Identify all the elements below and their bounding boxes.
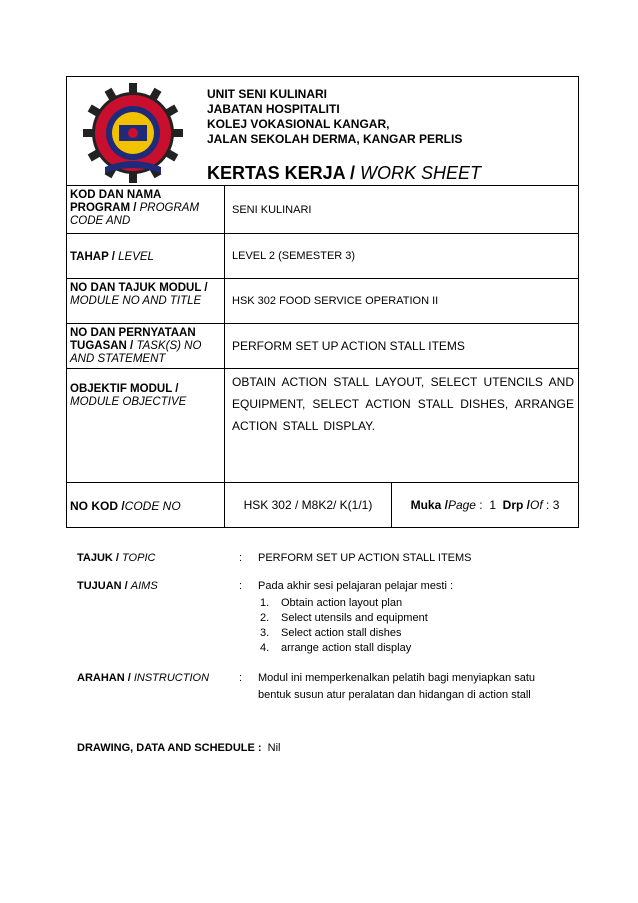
code-row xyxy=(67,483,578,527)
drawing-value: Nil xyxy=(267,742,281,754)
objective-row xyxy=(67,369,578,483)
instruction-line-2: bentuk susun atur peralatan dan hidangan di action stall xyxy=(258,689,531,701)
worksheet-table xyxy=(66,76,579,528)
topic-label: TAJUK / TOPIC xyxy=(77,552,156,564)
worksheet-title-italic: WORK SHEET xyxy=(360,163,482,183)
module-row xyxy=(67,279,578,324)
objective-label: OBJEKTIF MODUL / MODULE OBJECTIVE xyxy=(67,369,225,482)
worksheet-title-bold: KERTAS KERJA / xyxy=(207,163,361,183)
instruction-line-1: Modul ini memperkenalkan pelatih bagi menyiapkan satu xyxy=(258,672,535,684)
department-name: JABATAN HOSPITALITI xyxy=(207,102,340,116)
college-street: JALAN SEKOLAH DERMA, KANGAR PERLIS xyxy=(207,132,463,146)
page-count: Muka / Page : 1 Drp / Of : 3 xyxy=(410,498,560,512)
drawing-label: DRAWING, DATA AND SCHEDULE : xyxy=(77,742,262,754)
program-value: SENI KULINARI xyxy=(232,203,312,216)
college-name: KOLEJ VOKASIONAL KANGAR, xyxy=(207,117,390,131)
college-logo-icon xyxy=(81,81,185,185)
topic-value: PERFORM SET UP ACTION STALL ITEMS xyxy=(258,552,472,564)
page-number: 1 xyxy=(489,498,496,512)
institution-address xyxy=(207,87,462,147)
level-row xyxy=(67,234,578,279)
list-item: 4. arrange action stall display xyxy=(260,642,412,654)
level-label: TAHAP / LEVEL xyxy=(67,234,225,278)
aims-intro: Pada akhir sesi pelajaran pelajar mesti : xyxy=(258,580,454,592)
worksheet xyxy=(66,76,579,528)
aims-label: TUJUAN / AIMS xyxy=(77,580,158,592)
total-pages: 3 xyxy=(552,498,560,512)
module-value: HSK 302 FOOD SERVICE OPERATION II xyxy=(232,295,439,307)
program-row xyxy=(67,186,578,234)
list-item: 3. Select action stall dishes xyxy=(260,627,402,639)
objective-value: OBTAIN ACTION STALL LAYOUT, SELECT UTENCILS AND EQUIPMENT, SELECT ACTION STALL DISHES, ARRANGE ACTION STALL DISPLAY. xyxy=(232,375,574,433)
module-label: NO DAN TAJUK MODUL / MODULE NO AND TITLE xyxy=(67,279,225,323)
code-label: NO KOD / CODE NO xyxy=(67,483,225,527)
unit-name: UNIT SENI KULINARI xyxy=(207,87,327,101)
level-value: LEVEL 2 (SEMESTER 3) xyxy=(232,250,356,262)
program-label: KOD DAN NAMA PROGRAM / PROGRAM CODE AND xyxy=(67,186,225,233)
task-row xyxy=(67,324,578,369)
list-item: 2. Select utensils and equipment xyxy=(260,612,428,624)
worksheet-title xyxy=(207,163,481,183)
task-label: NO DAN PERNYATAAN TUGASAN / TASK(S) NO AND STATEMENT xyxy=(67,324,225,368)
worksheet-header xyxy=(67,77,578,186)
instruction-label: ARAHAN / INSTRUCTION xyxy=(77,672,210,684)
code-value: HSK 302 / M8K2/ K(1/1) xyxy=(225,483,392,527)
task-value: PERFORM SET UP ACTION STALL ITEMS xyxy=(232,339,465,353)
aims-list xyxy=(258,596,428,656)
list-item: 1. Obtain action layout plan xyxy=(260,597,403,609)
